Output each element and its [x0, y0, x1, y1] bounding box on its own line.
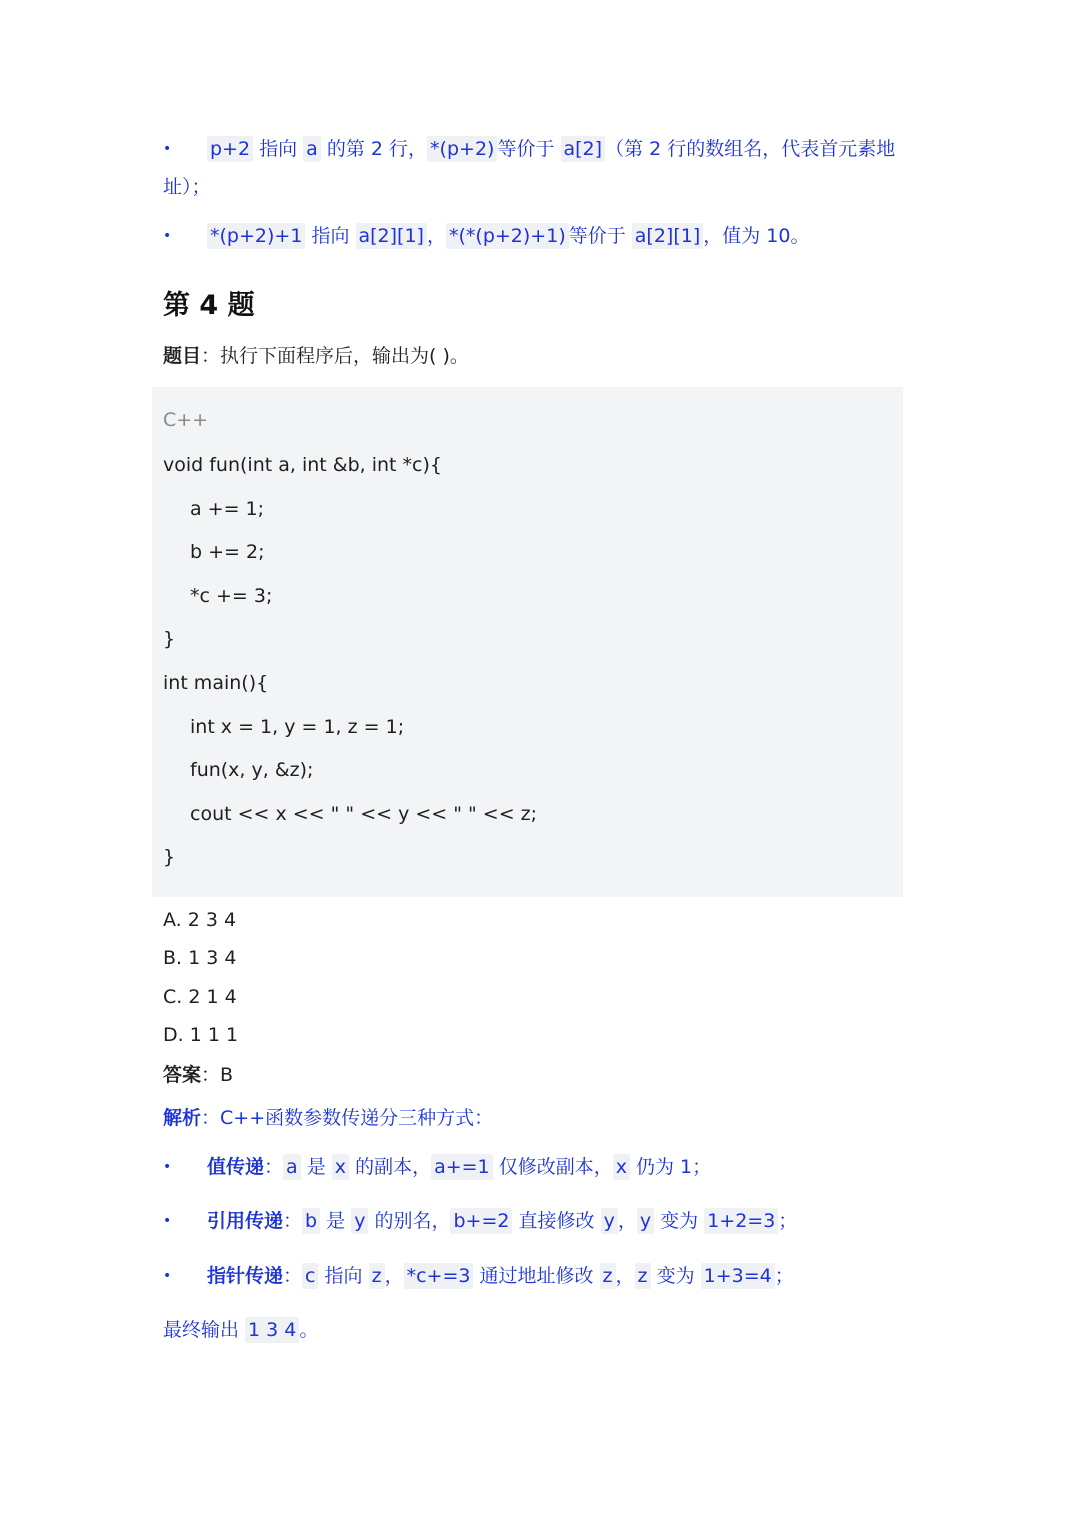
list-item — [163, 1148, 903, 1186]
code-line: b += 2; — [190, 541, 265, 563]
list-item — [163, 217, 903, 255]
text-span: ， — [617, 1210, 637, 1232]
analysis-label: 解析 — [163, 1107, 202, 1129]
separator: ： — [283, 1265, 303, 1287]
bullet-dot-icon: • — [163, 228, 172, 244]
text-span: 变为 — [650, 1265, 701, 1287]
code-span: *(p+2)+1 — [207, 223, 305, 249]
code-span: 1+2=3 — [704, 1208, 778, 1234]
bullet-dot-icon: • — [163, 141, 172, 157]
code-span: z — [369, 1263, 385, 1289]
text-span: ， — [384, 1265, 404, 1287]
question-label: 题目 — [163, 345, 202, 367]
code-span: a — [303, 136, 321, 162]
text-span: 等价于 — [497, 138, 561, 160]
bullet-dot-icon: • — [163, 1159, 172, 1175]
code-line: void fun(int a, int &b, int *c){ — [163, 454, 442, 476]
text-span: 指向 — [305, 225, 356, 247]
bullet-title: 引用传递 — [207, 1210, 284, 1232]
text-span: ； — [774, 1265, 794, 1287]
code-span: *c+=3 — [404, 1263, 474, 1289]
text-span: （第 2 行的数组名，代表首元素地址）； — [163, 138, 896, 198]
bullet-dot-icon: • — [163, 1268, 172, 1284]
code-span: b+=2 — [450, 1208, 512, 1234]
question-body: 执行下面程序后，输出为( )。 — [220, 345, 469, 367]
code-line: int main(){ — [163, 672, 269, 694]
answer-line — [163, 1060, 233, 1090]
code-line: a += 1; — [190, 498, 265, 520]
code-span: *(*(p+2)+1) — [446, 223, 569, 249]
code-span: a — [283, 1154, 301, 1180]
code-language-label: C++ — [163, 409, 209, 431]
separator: ： — [201, 1064, 221, 1086]
question-heading: 第 4 题 — [163, 290, 255, 321]
code-span: 1+3=4 — [701, 1263, 775, 1289]
text-span: 直接修改 — [512, 1210, 601, 1232]
bullet-title: 指针传递 — [207, 1265, 284, 1287]
code-span: z — [635, 1263, 651, 1289]
text-span: ， — [615, 1265, 635, 1287]
code-line: } — [163, 628, 176, 650]
final-output-line — [163, 1315, 318, 1345]
bullet-dot-icon: • — [163, 1213, 172, 1229]
question-text — [163, 340, 469, 372]
text-span: 的第 2 行， — [320, 138, 428, 160]
code-span: y — [351, 1208, 368, 1234]
text-span: 等价于 — [568, 225, 632, 247]
code-span: z — [600, 1263, 616, 1289]
separator: ： — [264, 1156, 284, 1178]
code-span: y — [637, 1208, 654, 1234]
code-span: b — [302, 1208, 320, 1234]
text-span: 的副本， — [349, 1156, 432, 1178]
list-item — [163, 130, 903, 206]
code-span: a[2] — [561, 136, 606, 162]
code-span: p+2 — [207, 136, 253, 162]
text-span: 是 — [320, 1210, 352, 1232]
option-b: B. 1 3 4 — [163, 947, 237, 969]
code-line: } — [163, 846, 176, 868]
answer-label: 答案 — [163, 1064, 202, 1086]
code-span: c — [302, 1263, 318, 1289]
separator: ： — [201, 1107, 221, 1129]
code-span: x — [613, 1154, 630, 1180]
option-d: D. 1 1 1 — [163, 1024, 239, 1046]
code-line: *c += 3; — [190, 585, 273, 607]
text-span: 通过地址修改 — [473, 1265, 600, 1287]
code-span: a[2][1] — [356, 223, 427, 249]
analysis-text: C++函数参数传递分三种方式： — [220, 1107, 494, 1129]
text-span: ，值为 10。 — [703, 225, 810, 247]
text-span: 最终输出 — [163, 1319, 246, 1341]
separator: ： — [283, 1210, 303, 1232]
code-line: int x = 1, y = 1, z = 1; — [190, 716, 405, 738]
answer-value: B — [220, 1064, 234, 1086]
option-a: A. 2 3 4 — [163, 909, 237, 931]
text-span: 变为 — [654, 1210, 705, 1232]
text-span: 是 — [300, 1156, 332, 1178]
text-span: 仍为 1； — [629, 1156, 712, 1178]
code-span: *(p+2) — [427, 136, 497, 162]
list-item — [163, 1257, 903, 1295]
list-item — [163, 1202, 903, 1240]
text-span: 。 — [299, 1319, 319, 1341]
text-span: ； — [778, 1210, 798, 1232]
code-span: y — [601, 1208, 618, 1234]
text-span: 仅修改副本， — [492, 1156, 613, 1178]
text-span: 指向 — [253, 138, 304, 160]
code-span: x — [332, 1154, 349, 1180]
code-line: fun(x, y, &z); — [190, 759, 314, 781]
code-span: a[2][1] — [632, 223, 703, 249]
bullet-title: 值传递 — [207, 1156, 265, 1178]
code-span: 1 3 4 — [245, 1317, 299, 1343]
code-block — [152, 387, 903, 897]
text-span: 指向 — [318, 1265, 369, 1287]
option-c: C. 2 1 4 — [163, 986, 237, 1008]
code-line: cout << x << " " << y << " " << z; — [190, 803, 538, 825]
analysis-line — [163, 1103, 493, 1133]
text-span: ， — [426, 225, 446, 247]
code-span: a+=1 — [431, 1154, 493, 1180]
text-span: 的别名， — [368, 1210, 451, 1232]
separator: ： — [201, 345, 221, 367]
